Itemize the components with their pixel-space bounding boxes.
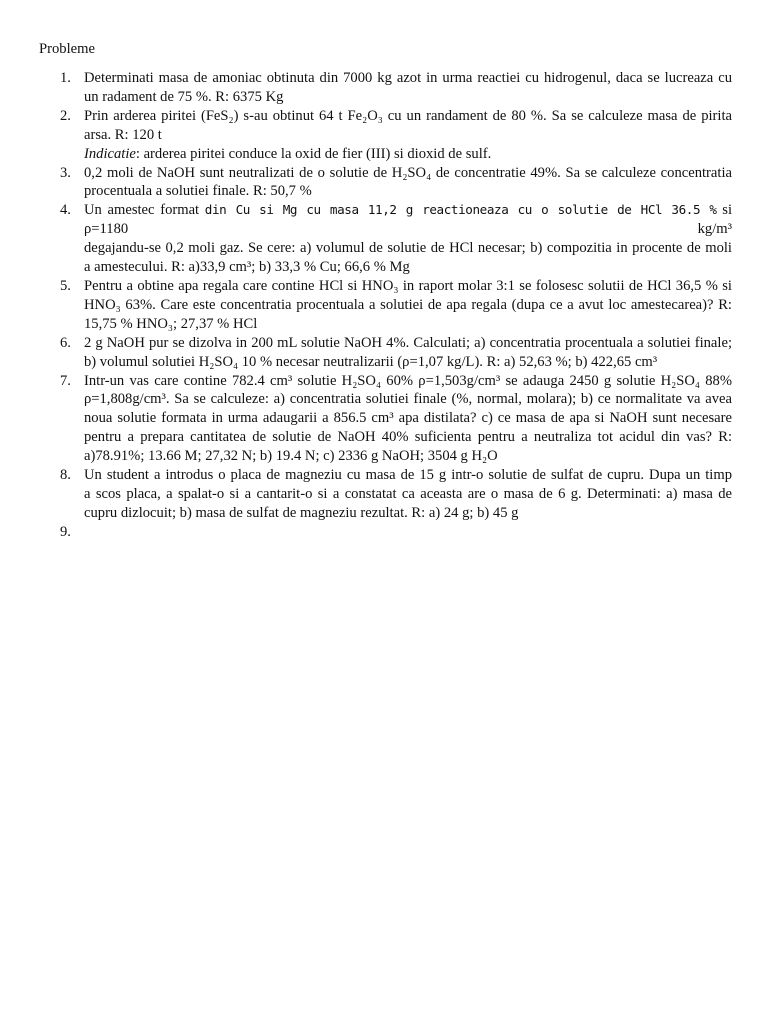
problem-9 [60, 523, 732, 542]
problem-2 [60, 107, 732, 164]
problem-text-line: a)78.91%; 13.66 M; 27,32 N; b) 19.4 N; c) 2336 g NaOH; 3504 g H₂O [84, 448, 498, 465]
problem-number: 3. [60, 164, 71, 181]
problem-number: 8. [60, 467, 71, 484]
problem-text-line: procentuala a solutiei finale. R: 50,7 % [84, 183, 312, 200]
problem-5 [60, 277, 732, 334]
problem-text-line: ρ=1,808g/cm³. Sa se calculeze: a) concentratia solutiei finale (%, normal, molara); b) ce normalitate va avea [84, 391, 732, 408]
problem-text-line [84, 523, 732, 542]
problem-text-line [84, 201, 732, 239]
problem-number: 1. [60, 70, 71, 86]
problem-text-segment: si ρ=1180 kg/m³ [84, 202, 732, 238]
problem-text-line: degajandu-se 0,2 moli gaz. Se cere: a) volumul de solutie de HCl necesar; b) compozitia in procente de moli [84, 240, 732, 257]
problem-text-line: HNO₃ 63%. Care este concentratia procentuala a solutiei de apa regala (dupa ce a avut loc amestecarea)? R: [84, 296, 732, 313]
problem-text-line: arsa. R: 120 t [84, 126, 162, 143]
problem-text-line: Un student a introdus o placa de magneziu cu masa de 15 g intr-o solutie de sulfat de cupru. Dupa un timp [84, 467, 732, 484]
problem-number: 7. [60, 372, 71, 389]
problem-3 [60, 164, 732, 202]
problem-text-line: a amestecului. R: a)33,9 cm³; b) 33,3 % Cu; 66,6 % Mg [84, 259, 410, 276]
problem-number: 4. [60, 202, 71, 219]
problem-8 [60, 466, 732, 523]
problem-text-line: Prin arderea piritei (FeS₂) s-au obtinut 64 t Fe₂O₃ cu un randament de 80 %. Sa se calculeze masa de pirita [84, 107, 732, 124]
problem-number: 6. [60, 334, 71, 351]
problem-7 [60, 372, 732, 467]
problem-text-line: cupru dizlocuit; b) masa de sulfat de magneziu rezultat. R: a) 24 g; b) 45 g [84, 504, 519, 521]
problem-6 [60, 334, 732, 372]
problem-list [60, 69, 732, 542]
problem-number: 2. [60, 107, 71, 124]
problem-number: 5. [60, 277, 71, 294]
problem-hint [84, 145, 732, 164]
problem-number: 9. [60, 523, 71, 540]
hint-text: : arderea piritei conduce la oxid de fier (III) si dioxid de sulf. [135, 145, 492, 162]
problem-text-segment-mono: din Cu si Mg cu masa 11,2 g reactioneaza cu o solutie de HCl 36.5 % [204, 202, 717, 218]
problem-text-line: un radament de 75 %. R: 6375 Kg [84, 88, 284, 105]
page-title: Probleme [39, 41, 95, 57]
problem-text-line: 2 g NaOH pur se dizolva in 200 mL solutie NaOH 4%. Calculati; a) concentratia procentuala a solutiei finale; [84, 334, 732, 351]
problem-text-line: Determinati masa de amoniac obtinuta din 7000 kg azot in urma reactiei cu hidrogenul, daca se lucreaza cu [84, 70, 732, 86]
problem-text-line: Pentru a obtine apa regala care contine HCl si HNO₃ in raport molar 3:1 se folosesc solutii de HCl 36,5 % si [84, 277, 732, 294]
problem-text-line: 0,2 moli de NaOH sunt neutralizati de o solutie de H₂SO₄ de concentratie 49%. Sa se calculeze concentratia [84, 164, 732, 181]
problem-1 [60, 69, 732, 107]
problem-text-line: b) volumul solutiei H₂SO₄ 10 % necesar neutralizarii (ρ=1,07 kg/L). R: a) 52,63 %; b) 422,65 cm³ [84, 353, 658, 370]
problem-text-line: noua solutie formata in urma adaugarii a 856.5 cm³ apa distilata? c) ce masa de apa si NaOH sunt necesare [84, 410, 732, 427]
problem-text-line: a scos placa, a spalat-o si a cantarit-o si a constatat ca aceasta are o masa de 6 g. Determinati: a) masa de [84, 485, 732, 502]
hint-label: Indicatie [84, 145, 136, 162]
problem-4 [60, 201, 732, 277]
problem-text-segment: Un amestec format [84, 202, 205, 219]
problem-text-line: Intr-un vas care contine 782.4 cm³ solutie H₂SO₄ 60% ρ=1,503g/cm³ se adauga 2450 g solutie H₂SO₄ 88% [84, 372, 732, 389]
problem-text-line: pentru a prepara cantitatea de solutie de NaOH 40% suficienta pentru a neutraliza tot acidul din vas? R: [84, 429, 732, 446]
problem-text-line: 15,75 % HNO₃; 27,37 % HCl [84, 315, 258, 332]
